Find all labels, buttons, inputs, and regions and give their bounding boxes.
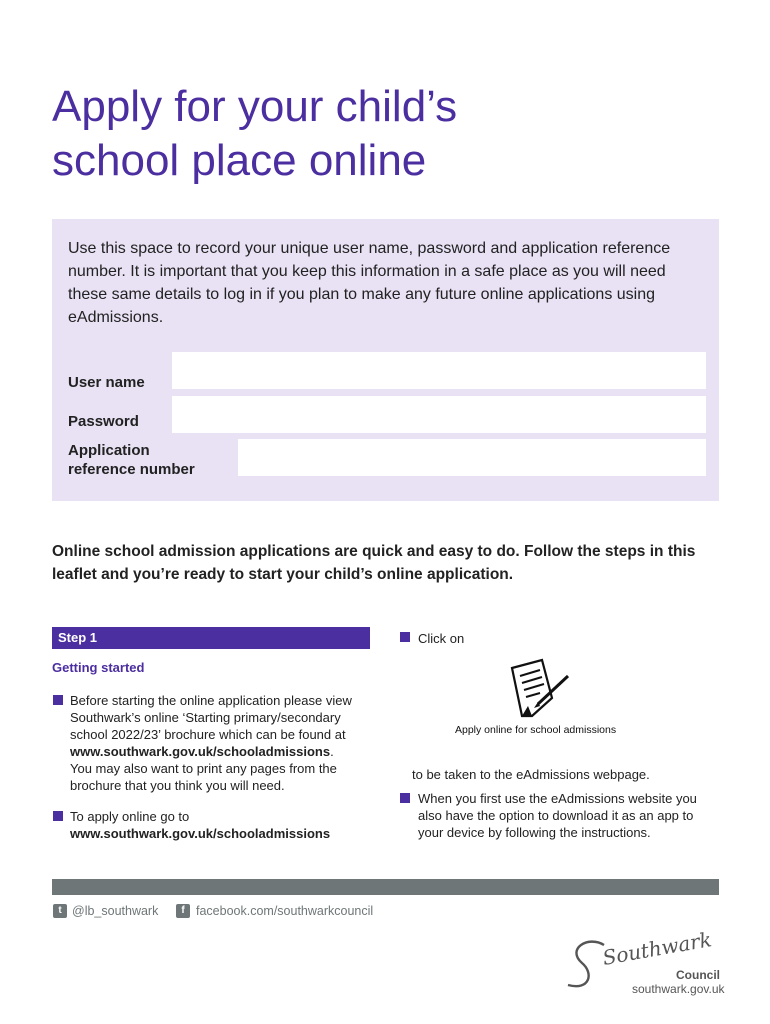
- step-1-header: Step 1: [52, 627, 370, 649]
- twitter-icon: t: [53, 904, 67, 918]
- logo-wordmark: Southwark: [600, 927, 714, 970]
- password-field[interactable]: [172, 396, 706, 433]
- username-field[interactable]: [172, 352, 706, 389]
- facebook-link[interactable]: facebook.com/southwarkcouncil: [196, 904, 374, 918]
- application-reference-label-line-1: Application: [68, 442, 150, 459]
- online-form-document-icon[interactable]: [508, 658, 574, 720]
- schooladmissions-link-2[interactable]: www.southwark.gov.uk/schooladmissions: [70, 826, 331, 841]
- bullet-1-line-3: school 2022/23’ brochure which can be found at: [70, 727, 346, 742]
- password-label: Password: [68, 413, 139, 430]
- click-on-text: Click on: [418, 631, 465, 646]
- getting-started-heading: Getting started: [52, 660, 145, 675]
- title-line-2: school place online: [52, 136, 427, 185]
- logo-url-text: southwark.gov.uk: [632, 982, 725, 996]
- app-download-bullet: [418, 790, 728, 841]
- app-bullet-line-1: When you first use the eAdmissions website you: [418, 791, 697, 806]
- app-bullet-line-3: your device by following the instructions.: [418, 825, 651, 840]
- twitter-handle-link[interactable]: @lb_southwark: [72, 904, 159, 918]
- bullet-1-line-6: brochure that you think you will need.: [70, 778, 285, 793]
- bullet-square-icon: [53, 695, 63, 705]
- bullet-square-icon: [400, 793, 410, 803]
- intro-paragraph: Online school admission applications are quick and easy to do. Follow the steps in this leaflet and you’re ready to start your child’s online application.: [52, 543, 696, 583]
- logo-council-text: Council: [676, 968, 720, 982]
- apply-online-link[interactable]: Apply online for school admissions: [455, 724, 617, 736]
- application-reference-label-line-2: reference number: [68, 461, 195, 478]
- record-intro-text: Use this space to record your unique user name, password and application reference number. It is important that you keep this information in a safe place as you will need these same details to log in if you plan to make any future online applications using eAdmissions.: [68, 240, 671, 326]
- webpage-note: to be taken to the eAdmissions webpage.: [412, 767, 650, 782]
- credentials-record-panel: [52, 219, 719, 501]
- app-bullet-line-2: also have the option to download it as an app to: [418, 808, 694, 823]
- bullet-2-line-1: To apply online go to: [70, 809, 190, 824]
- application-reference-field[interactable]: [238, 439, 706, 476]
- bullet-1-line-1: Before starting the online application please view: [70, 693, 352, 708]
- title-line-1: Apply for your child’s: [52, 82, 458, 131]
- bullet-1-period: .: [330, 744, 334, 759]
- bullet-1-line-2: Southwark’s online ‘Starting primary/secondary: [70, 710, 341, 725]
- bullet-square-icon: [53, 811, 63, 821]
- step1-bullet-2: [70, 808, 370, 842]
- bullet-1-line-5: You may also want to print any pages from the: [70, 761, 337, 776]
- step1-bullet-1: [70, 692, 370, 794]
- application-reference-label: [68, 441, 195, 479]
- footer-divider-bar: [52, 879, 719, 895]
- facebook-icon: f: [176, 904, 190, 918]
- schooladmissions-link-1[interactable]: www.southwark.gov.uk/schooladmissions: [70, 744, 331, 759]
- username-label: User name: [68, 374, 145, 391]
- page-title: [52, 80, 457, 188]
- bullet-square-icon: [400, 632, 410, 642]
